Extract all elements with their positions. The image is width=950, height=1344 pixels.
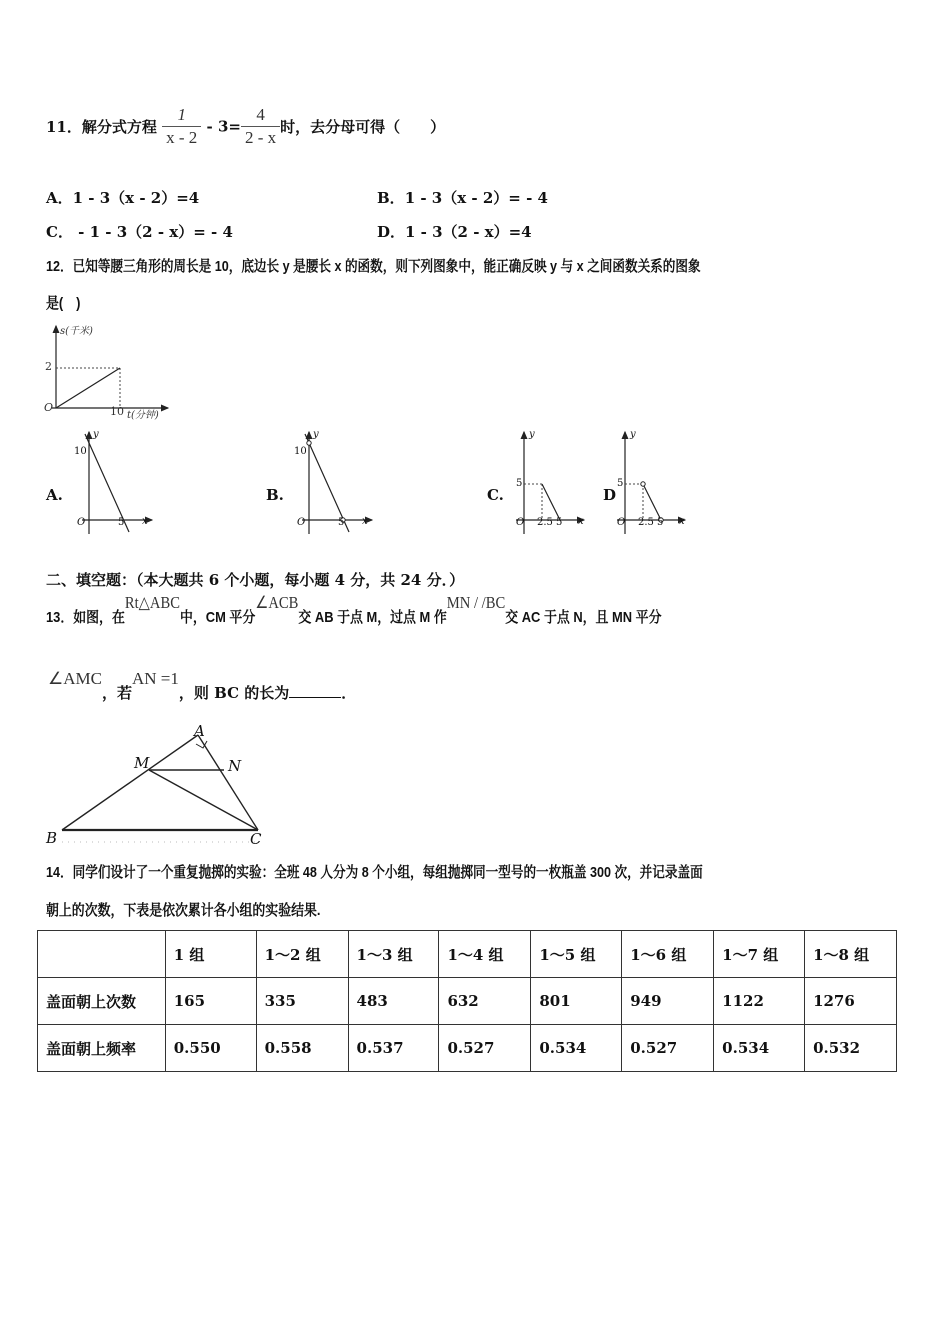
table-row-label: 盖面朝上次数	[38, 978, 166, 1025]
fraction-1	[162, 104, 201, 149]
q11-option-c	[46, 221, 233, 242]
b-origin: O	[297, 517, 306, 528]
b-y-axis-label: y	[313, 429, 319, 440]
math-an-equals-1: AN =1	[132, 669, 179, 688]
option-text: 1 - 3（2 - x）=4	[405, 223, 532, 241]
d-y-tick: 5	[617, 478, 624, 489]
table-cell: 1～7 组	[714, 931, 805, 978]
d-origin: O	[617, 517, 626, 528]
math-mn-parallel-bc: MN / /BC	[446, 593, 506, 612]
a-origin: O	[77, 517, 86, 528]
ref-y-label: s(千米)	[60, 326, 93, 337]
b-y-tick: 10	[294, 446, 307, 457]
table-cell: 0.527	[439, 1025, 531, 1072]
point-n-label: N	[228, 757, 242, 775]
d-x-axis-label: x	[679, 516, 685, 527]
q12-option-b-label: B.	[266, 486, 284, 504]
q11-option-a	[46, 187, 199, 208]
q11-prefix: 解分式方程	[81, 118, 157, 136]
table-cell	[38, 931, 166, 978]
q13-text: 交 AC 于点 N，且 MN 平分	[505, 609, 662, 626]
ref-origin: O	[44, 401, 54, 414]
table-cell: 483	[348, 978, 439, 1025]
option-label: C．	[46, 223, 73, 241]
table-cell: 632	[439, 978, 531, 1025]
triangle-figure	[40, 720, 270, 850]
a-y-axis-label: y	[93, 429, 99, 440]
table-row	[38, 1025, 897, 1072]
section-2-heading: 二、填空题：（本大题共 6 个小题，每小题 4 分，共 24 分．）	[46, 571, 465, 589]
c-x-axis-label: x	[578, 516, 584, 527]
b-x-axis-label: x	[362, 516, 368, 527]
c-y-tick: 5	[516, 478, 523, 489]
table-cell: 1～3 组	[348, 931, 439, 978]
table-cell: 1～4 组	[439, 931, 531, 978]
math-rt-triangle-abc: Rt△ABC	[124, 593, 180, 612]
table-cell: 0.534	[531, 1025, 622, 1072]
table-header-row	[38, 931, 897, 978]
option-text: - 1 - 3（2 - x）= - 4	[72, 223, 233, 241]
point-m-label: M	[134, 754, 150, 772]
table-cell: 801	[531, 978, 622, 1025]
math-angle-amc: ∠AMC	[48, 669, 102, 688]
table-cell: 1276	[805, 978, 897, 1025]
c-origin: O	[516, 517, 525, 528]
q12-line-2: 是( )	[46, 295, 81, 312]
q14-line-2: 朝上的次数，下表是依次累计各小组的实验结果.	[46, 902, 321, 919]
a-x-axis-label: x	[142, 516, 148, 527]
c-y-axis-label: y	[529, 429, 535, 440]
b-x-tick: 5	[338, 517, 345, 528]
c-x-tick-2: 5	[556, 517, 563, 528]
q12-line-1: 12．已知等腰三角形的周长是 10，底边长 y 是腰长 x 的函数，则下列图象中，能正确反映 y 与 x 之间函数关系的图象	[46, 258, 701, 275]
table-cell: 1～6 组	[622, 931, 714, 978]
question-13-line-2	[48, 669, 357, 703]
table-cell: 1122	[714, 978, 805, 1025]
a-y-tick: 10	[74, 446, 87, 457]
table-cell: 0.527	[622, 1025, 714, 1072]
table-row-label: 盖面朝上频率	[38, 1025, 166, 1072]
q12-option-a-label: A.	[46, 486, 63, 504]
q11-number: 11．	[46, 118, 82, 136]
d-x-tick-1: 2.5	[638, 517, 654, 528]
question-13-line-1	[46, 593, 662, 627]
table-cell: 1～2 组	[256, 931, 348, 978]
option-label: D．	[377, 223, 406, 241]
table-cell: 1 组	[165, 931, 256, 978]
answer-blank[interactable]	[289, 683, 341, 698]
q11-option-b	[377, 187, 548, 208]
fraction-2-denominator: 2 - x	[244, 128, 277, 147]
table-cell: 1～8 组	[805, 931, 897, 978]
table-cell: 165	[165, 978, 256, 1025]
table-cell: 335	[256, 978, 348, 1025]
q11-option-d	[377, 221, 532, 242]
q13-text: 中，CM 平分	[179, 609, 256, 626]
q13-text: 交 AB 于点 M，过点 M 作	[298, 609, 447, 626]
d-y-axis-label: y	[630, 429, 636, 440]
table-cell: 949	[622, 978, 714, 1025]
fraction-2	[241, 104, 280, 149]
table-cell: 0.534	[714, 1025, 805, 1072]
option-label: A．	[46, 189, 73, 207]
ref-x-tick: 10	[110, 405, 124, 418]
c-x-tick-1: 2.5	[537, 517, 553, 528]
table-cell: 0.558	[256, 1025, 348, 1072]
option-text: 1 - 3（x - 2）= - 4	[404, 189, 548, 207]
table-cell: 0.537	[348, 1025, 439, 1072]
q11-suffix: 时，去分母可得（ ）	[280, 118, 446, 136]
question-11	[46, 104, 445, 149]
q13-text: 13．如图，在	[46, 609, 125, 626]
fraction-1-numerator: 1	[162, 104, 201, 127]
q13-text: ，则 BC 的长为	[178, 684, 290, 702]
q12-option-c-label: C.	[487, 486, 504, 504]
point-c-label: C	[250, 830, 262, 848]
q12-option-d-label: D	[603, 486, 617, 504]
point-b-label: B	[46, 829, 58, 847]
table-cell: 0.532	[805, 1025, 897, 1072]
table-row	[38, 978, 897, 1025]
a-x-tick: 5	[118, 517, 125, 528]
table-cell: 1～5 组	[531, 931, 622, 978]
ref-y-tick: 2	[45, 360, 52, 373]
q13-text: ．	[341, 684, 357, 702]
d-x-tick-2: 5	[657, 517, 664, 528]
option-label: B．	[377, 189, 405, 207]
q14-line-1: 14．同学们设计了一个重复抛掷的实验：全班 48 人分为 8 个小组，每组抛掷同一型号的一枚瓶盖 300 次，并记录盖面	[46, 864, 703, 881]
point-a-label: A	[194, 722, 205, 740]
ref-x-label: t(分钟)	[127, 410, 159, 421]
q13-text: ，若	[101, 684, 132, 702]
math-angle-acb: ∠ACB	[255, 593, 299, 612]
table-cell: 0.550	[165, 1025, 256, 1072]
fraction-2-numerator: 4	[241, 104, 280, 127]
fraction-1-denominator: x - 2	[166, 128, 198, 147]
results-table	[37, 930, 897, 1072]
option-text: 1 - 3（x - 2）=4	[72, 189, 200, 207]
q11-mid: - 3=	[201, 117, 241, 136]
